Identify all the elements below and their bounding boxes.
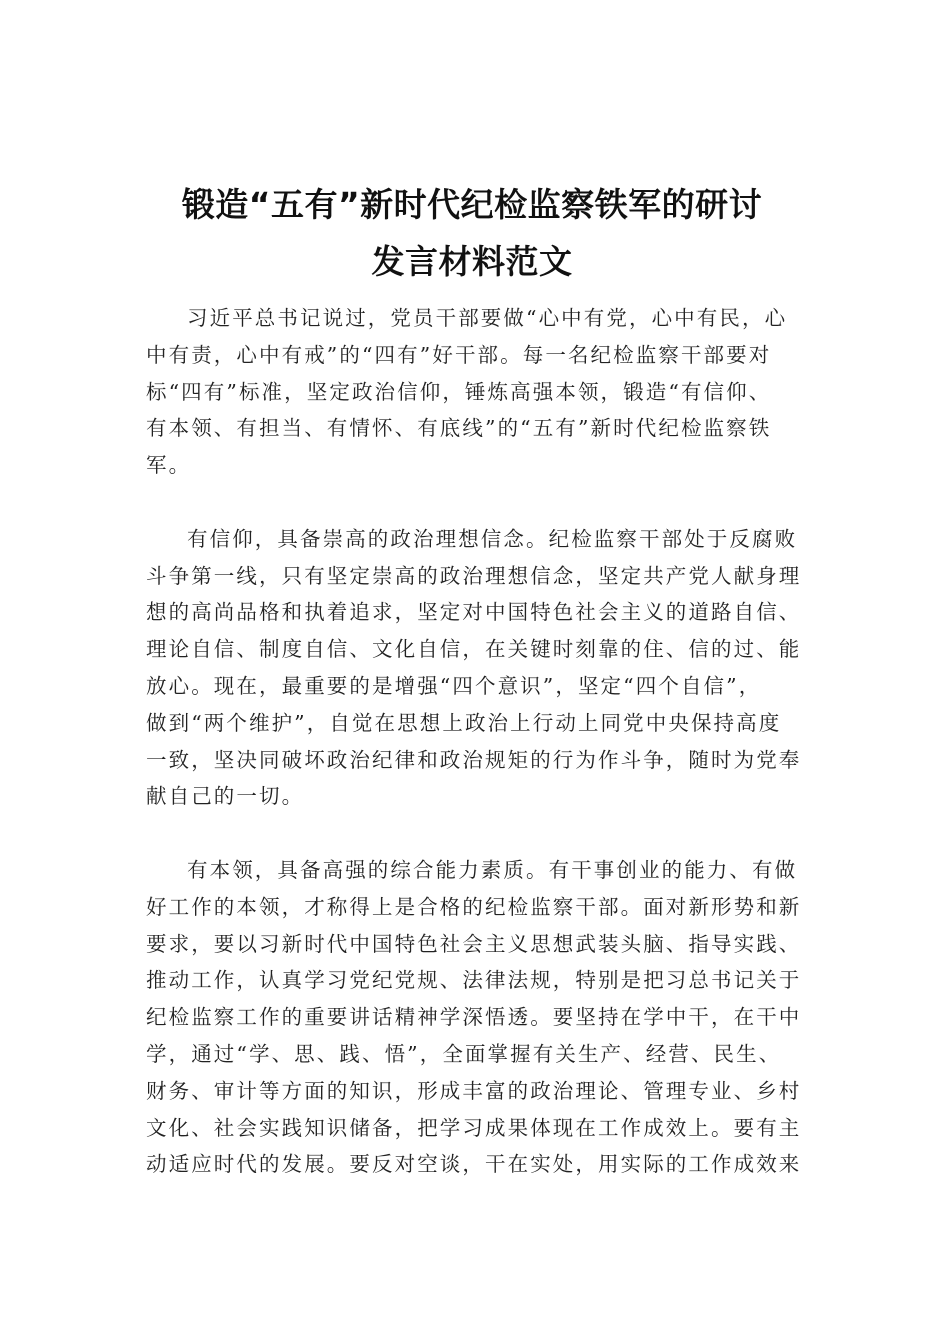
text-line: 一致，坚决同破坏政治纪律和政治规矩的行为作斗争，随时为党奉 [146, 747, 802, 772]
text-line: 做到“两个维护”，自觉在思想上政治上行动上同党中央保持高度 [146, 710, 782, 735]
title-line: 锻造“五有”新时代纪检监察铁军的研讨 [181, 185, 763, 224]
text-line: 军。 [146, 453, 192, 478]
paragraph-spacer [146, 815, 798, 852]
text-line: 斗争第一线，只有坚定崇高的政治理想信念，坚定共产党人献身理 [146, 563, 802, 588]
text-line: 纪检监察工作的重要讲话精神学深悟透。要坚持在学中干，在干中 [146, 1005, 802, 1030]
paragraph-spacer [146, 484, 798, 521]
text-line: 文化、社会实践知识储备，把学习成果体现在工作成效上。要有主 [146, 1115, 802, 1140]
text-line: 好工作的本领，才称得上是合格的纪检监察干部。面对新形势和新 [146, 894, 802, 919]
text-line: 有本领、有担当、有情怀、有底线”的“五有”新时代纪检监察铁 [146, 416, 772, 441]
text-line: 中有责，心中有戒”的“四有”好干部。每一名纪检监察干部要对 [146, 342, 772, 367]
text-line: 学，通过“学、思、践、悟”，全面掌握有关生产、经营、民生、 [146, 1041, 782, 1066]
text-line: 标“四有”标准，坚定政治信仰，锤炼高强本领，锻造“有信仰、 [146, 379, 772, 404]
text-line: 有信仰，具备崇高的政治理想信念。纪检监察干部处于反腐败 [187, 526, 798, 551]
text-line: 有本领，具备高强的综合能力素质。有干事创业的能力、有做 [187, 857, 798, 882]
document-title [146, 176, 798, 290]
text-line: 财务、审计等方面的知识，形成丰富的政治理论、管理专业、乡村 [146, 1078, 802, 1103]
paragraph-ability [146, 852, 802, 1183]
text-line: 推动工作，认真学习党纪党规、法律法规，特别是把习总书记关于 [146, 968, 802, 993]
paragraph-faith [146, 521, 802, 815]
text-line: 想的高尚品格和执着追求，坚定对中国特色社会主义的道路自信、 [146, 600, 802, 625]
document-body [146, 300, 802, 1183]
text-line: 动适应时代的发展。要反对空谈，干在实处，用实际的工作成效来 [146, 1152, 802, 1177]
text-line: 要求，要以习新时代中国特色社会主义思想武装头脑、指导实践、 [146, 931, 802, 956]
text-line: 习近平总书记说过，党员干部要做“心中有党，心中有民，心 [187, 306, 788, 330]
text-line: 放心。现在，最重要的是增强“四个意识”，坚定“四个自信”， [146, 673, 762, 698]
text-line: 献自己的一切。 [146, 784, 305, 809]
paragraph-intro [146, 300, 798, 484]
title-line: 发言材料范文 [371, 242, 573, 281]
text-line: 理论自信、制度自信、文化自信，在关键时刻靠的住、信的过、能 [146, 637, 802, 662]
